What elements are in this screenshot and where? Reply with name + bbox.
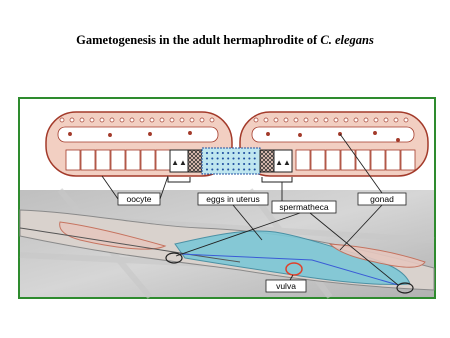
egg-dot xyxy=(222,169,223,170)
germ-nucleus xyxy=(180,118,184,122)
title-text: Gametogenesis in the adult hermaphrodite of xyxy=(76,33,318,47)
anterior-rachis xyxy=(58,127,218,142)
egg-dot xyxy=(238,152,239,153)
egg-dot xyxy=(217,152,218,153)
germ-nucleus xyxy=(140,118,144,122)
egg-dot xyxy=(233,152,234,153)
egg-dot xyxy=(243,158,244,159)
egg-dot xyxy=(228,169,229,170)
germ-nucleus-dot xyxy=(266,132,269,135)
germ-nucleus xyxy=(190,118,194,122)
egg-dot xyxy=(212,163,213,164)
oocyte-cell xyxy=(296,150,310,170)
germ-nucleus xyxy=(70,118,74,122)
egg-dot xyxy=(249,169,250,170)
egg-dot xyxy=(222,152,223,153)
germ-nucleus xyxy=(200,118,204,122)
oocyte-cell xyxy=(386,150,400,170)
germ-nucleus xyxy=(384,118,388,122)
egg-dot xyxy=(228,152,229,153)
egg-dot xyxy=(217,169,218,170)
egg-dot xyxy=(212,169,213,170)
oocyte-cell xyxy=(371,150,385,170)
anterior-sp-valve xyxy=(188,150,202,172)
gonad-label: gonad xyxy=(370,194,394,204)
germ-nucleus xyxy=(264,118,268,122)
oocyte-cell xyxy=(341,150,355,170)
germ-nucleus-dot xyxy=(373,131,376,134)
germ-nucleus xyxy=(210,118,214,122)
egg-dot xyxy=(222,158,223,159)
posterior-rachis xyxy=(252,127,414,142)
germ-nucleus xyxy=(120,118,124,122)
germ-nucleus xyxy=(364,118,368,122)
germ-nucleus xyxy=(130,118,134,122)
germ-nucleus xyxy=(394,118,398,122)
germ-nucleus-dot xyxy=(148,132,151,135)
germ-nucleus xyxy=(90,118,94,122)
egg-dot xyxy=(206,152,207,153)
oocyte-cell xyxy=(311,150,325,170)
egg-dot xyxy=(233,163,234,164)
germ-nucleus-dot xyxy=(298,133,301,136)
oocyte-cell xyxy=(401,150,415,170)
posterior-sp-valve xyxy=(260,150,274,172)
germ-nucleus xyxy=(324,118,328,122)
germ-nucleus xyxy=(150,118,154,122)
oocyte-label: oocyte xyxy=(126,194,152,204)
uterus xyxy=(202,148,260,174)
anterior-sperm-glyph: ▲▲ xyxy=(171,158,187,167)
germ-nucleus-dot xyxy=(68,132,71,135)
oocyte-cell xyxy=(126,150,140,170)
oocyte-cell xyxy=(96,150,110,170)
egg-dot xyxy=(243,169,244,170)
egg-dot xyxy=(206,158,207,159)
egg-dot xyxy=(254,158,255,159)
eggs-in-uterus-label: eggs in uterus xyxy=(206,194,260,204)
germ-nucleus xyxy=(344,118,348,122)
egg-dot xyxy=(249,158,250,159)
germ-nucleus xyxy=(60,118,64,122)
germ-nucleus xyxy=(354,118,358,122)
germ-nucleus xyxy=(314,118,318,122)
germ-nucleus xyxy=(334,118,338,122)
germ-nucleus xyxy=(80,118,84,122)
germ-nucleus xyxy=(274,118,278,122)
oocyte-cell xyxy=(156,150,170,170)
egg-dot xyxy=(249,152,250,153)
egg-dot xyxy=(254,152,255,153)
oocyte-cell xyxy=(81,150,95,170)
oocyte-cell xyxy=(326,150,340,170)
egg-dot xyxy=(238,163,239,164)
germ-nucleus xyxy=(404,118,408,122)
egg-dot xyxy=(233,169,234,170)
vulva-label: vulva xyxy=(276,281,296,291)
anterior-oocyte-cells xyxy=(66,150,170,170)
germ-nucleus xyxy=(160,118,164,122)
spermatheca-label: spermatheca xyxy=(279,202,329,212)
germ-nucleus xyxy=(294,118,298,122)
posterior-sperm-glyph: ▲▲ xyxy=(275,158,291,167)
germ-nucleus xyxy=(254,118,258,122)
oocyte-cell xyxy=(141,150,155,170)
egg-dot xyxy=(243,152,244,153)
egg-dot xyxy=(206,169,207,170)
oocyte-cell xyxy=(66,150,80,170)
germ-nucleus xyxy=(374,118,378,122)
germ-nucleus xyxy=(304,118,308,122)
egg-dot xyxy=(217,163,218,164)
egg-dot xyxy=(206,163,207,164)
egg-dot xyxy=(228,158,229,159)
germ-nucleus xyxy=(100,118,104,122)
germ-nucleus-dot xyxy=(396,138,399,141)
egg-dot xyxy=(238,158,239,159)
germ-nucleus xyxy=(110,118,114,122)
egg-dot xyxy=(222,163,223,164)
egg-dot xyxy=(254,163,255,164)
egg-dot xyxy=(212,158,213,159)
germ-nucleus-dot xyxy=(188,131,191,134)
oocyte-cell xyxy=(111,150,125,170)
egg-dot xyxy=(217,158,218,159)
egg-dot xyxy=(212,152,213,153)
egg-dot xyxy=(228,163,229,164)
germ-nucleus xyxy=(170,118,174,122)
egg-dot xyxy=(238,169,239,170)
egg-dot xyxy=(233,158,234,159)
germ-nucleus-dot xyxy=(108,133,111,136)
egg-dot xyxy=(254,169,255,170)
germ-nucleus xyxy=(284,118,288,122)
egg-dot xyxy=(249,163,250,164)
egg-dot xyxy=(243,163,244,164)
title-species: C. elegans xyxy=(320,33,374,47)
